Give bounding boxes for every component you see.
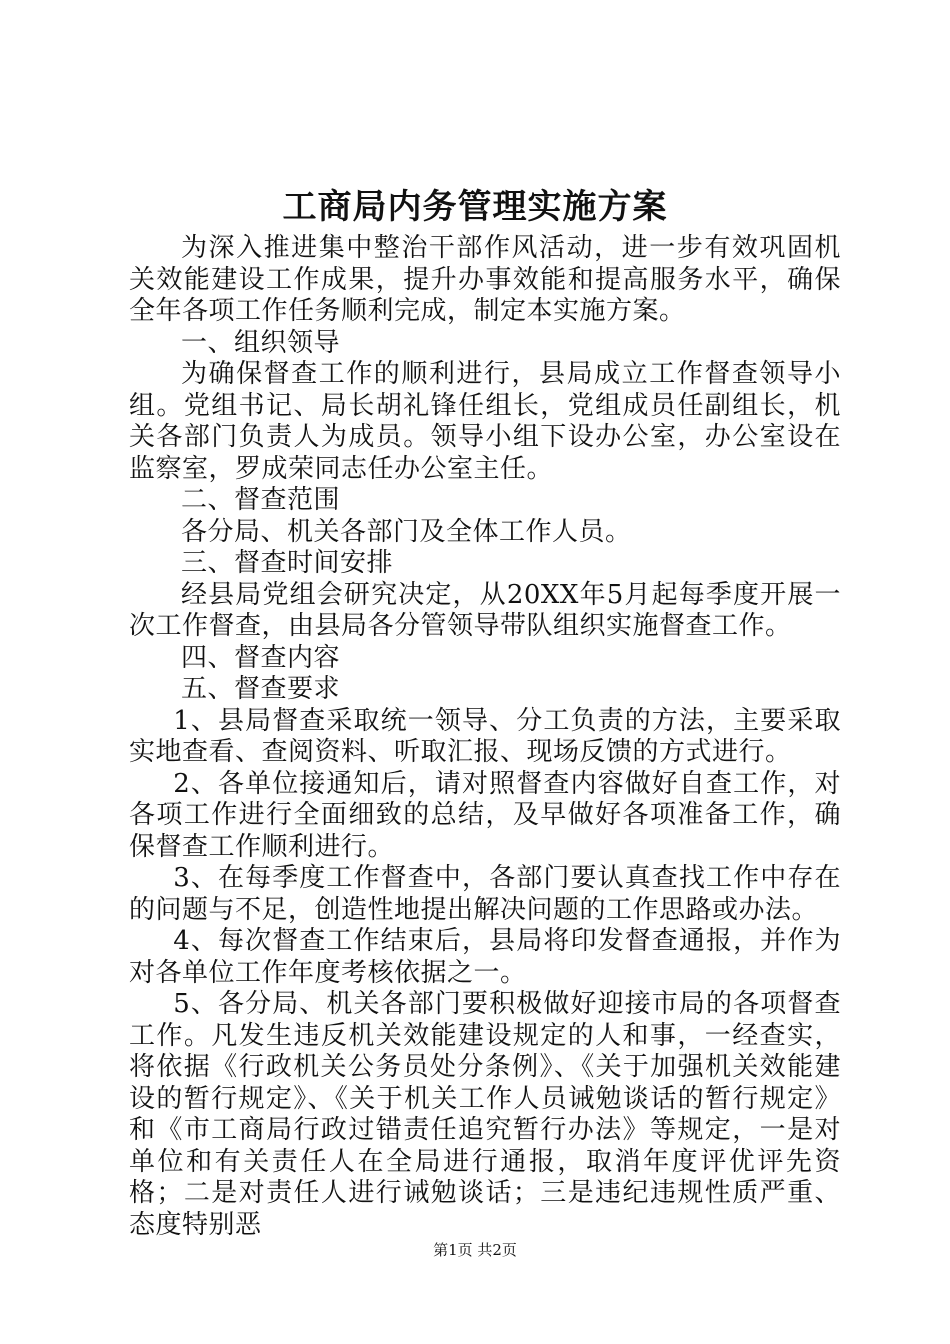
paragraph-intro: 为深入推进集中整治干部作风活动，进一步有效巩固机关效能建设工作成果，提升办事效能和提高服务水平，确保全年各项工作任务顺利完成，制定本实施方案。: [129, 233, 841, 326]
requirement-item-3: 3、在每季度工作督查中，各部门要认真查找工作中存在的问题与不足，创造性地提出解决问题的工作思路或办法。: [129, 863, 841, 925]
heading-organization: 一、组织领导: [181, 327, 341, 358]
page-footer: 第1页 共2页: [433, 1241, 517, 1259]
heading-schedule: 三、督查时间安排: [181, 548, 394, 578]
document-body: [129, 233, 841, 1241]
heading-requirements: 五、督查要求: [181, 674, 341, 704]
requirement-item-5: 5、各分局、机关各部门要积极做好迎接市局的各项督查工作。凡发生违反机关效能建设规定的人和事，一经查实，将依据《行政机关公务员处分条例》、《关于加强机关效能建设的暂行规定》、《关于机关工作人员诫勉谈话的暂行规定》和《市工商局行政过错责任追究暂行办法》等规定，一是对单位和有关责任人在全局进行通报，取消年度评优评先资格；二是对责任人进行诫勉谈话；三是违纪违规性质严重、态度特别恶: [129, 989, 841, 1240]
requirement-item-1: 1、县局督查采取统一领导、分工负责的方法，主要采取实地查看、查阅资料、听取汇报、现场反馈的方式进行。: [129, 705, 841, 767]
document-title: 工商局内务管理实施方案: [282, 187, 668, 227]
requirement-item-4: 4、每次督查工作结束后，县局将印发督查通报，并作为对各单位工作年度考核依据之一。: [129, 926, 841, 988]
heading-scope: 二、督查范围: [181, 485, 341, 515]
paragraph-scope: 各分局、机关各部门及全体工作人员。: [181, 516, 632, 547]
paragraph-organization: 为确保督查工作的顺利进行，县局成立工作督查领导小组。党组书记、局长胡礼锋任组长，党组成员任副组长，机关各部门负责人为成员。领导小组下设办公室，办公室设在监察室，罗成荣同志任办公室主任。: [129, 359, 841, 484]
heading-content: 四、督查内容: [181, 642, 341, 673]
paragraph-schedule: 经县局党组会研究决定，从20XX年5月起每季度开展一次工作督查，由县局各分管领导带队组织实施督查工作。: [129, 579, 841, 641]
requirement-item-2: 2、各单位接通知后，请对照督查内容做好自查工作，对各项工作进行全面细致的总结，及早做好各项准备工作，确保督查工作顺利进行。: [129, 768, 841, 862]
